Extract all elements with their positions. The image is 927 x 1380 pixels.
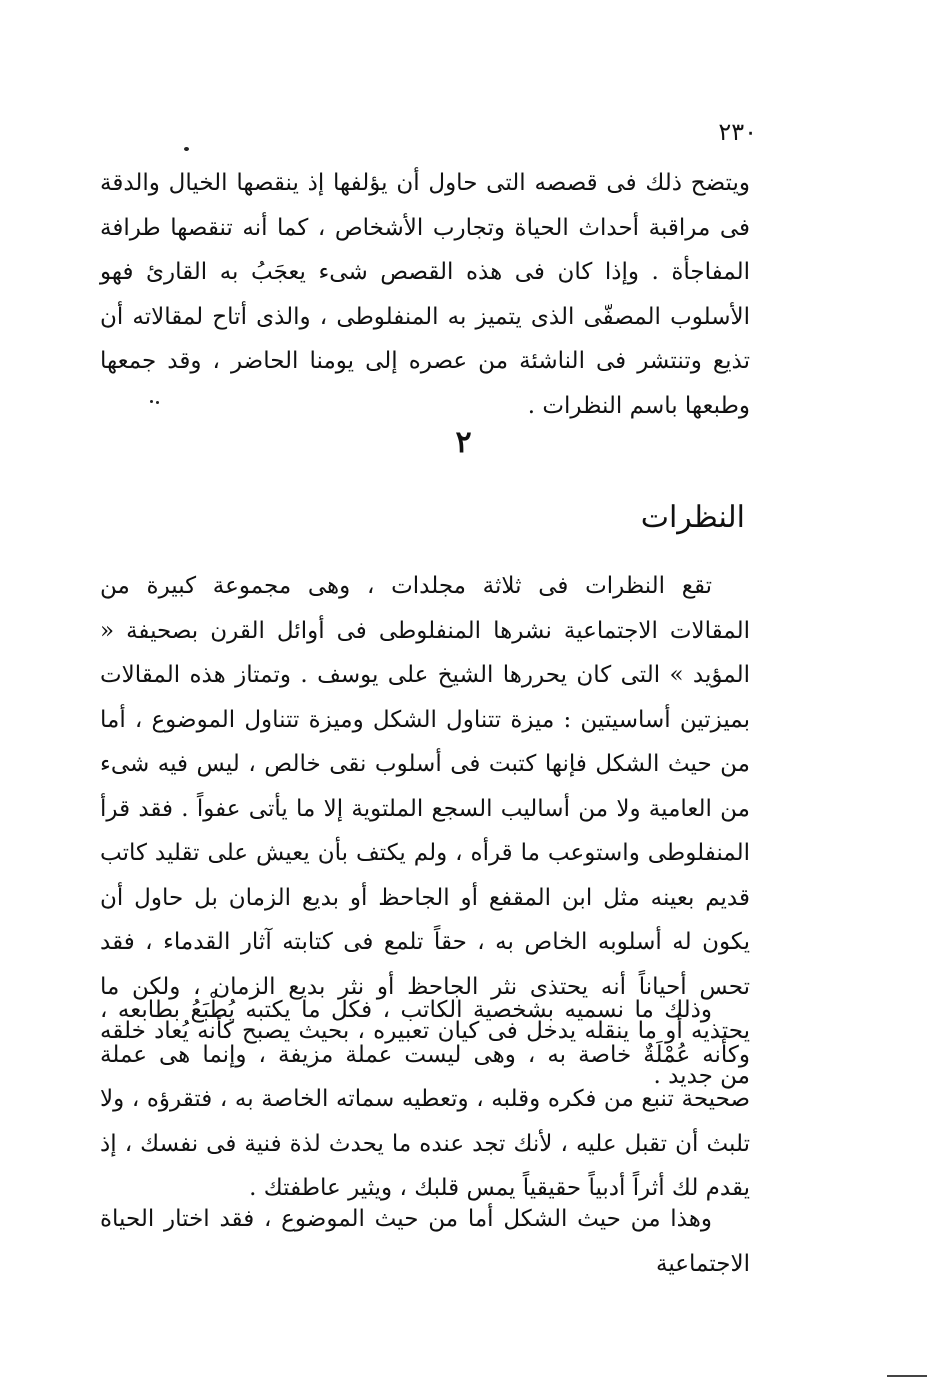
paragraph-3: وذلك ما نسميه بشخصية الكاتب ، فكل ما يكتبه يُطْبَعُ بطابعه ، وكأنه عُمْلَةٌ خاصة به ، وهى ليست عملة مزيفة ، وإنما هى عملة صحيحة تنبع من فكره وقلبه ، وتعطيه سماته الخاصة به ، فتقرؤه ، ولا تلبث أن تقبل عليه ، لأنك تجد عنده ما يحدث لذة فنية فى نفسك ، إذ يقدم لك أثراً أدبياً حقيقياً يمس قلبك ، ويثير عاطفتك . xyxy=(100,997,750,1201)
scan-edge-mark xyxy=(887,1375,927,1377)
page-number: ٢٣٠ xyxy=(718,118,757,146)
paragraph-4: وهذا من حيث الشكل أما من حيث الموضوع ، فقد اختار الحياة الاجتماعية xyxy=(100,1206,750,1277)
ink-speck xyxy=(156,401,159,404)
ink-speck xyxy=(150,400,153,403)
section-number: ٢ xyxy=(455,425,472,460)
paragraph-1: ويتضح ذلك فى قصصه التى حاول أن يؤلفها إذ ينقصها الخيال والدقة فى مراقبة أحداث الحياة وتجارب الأشخاص ، كما أنه تنقصها طرافة المفاجأة . وإذا كان فى هذه القصص شىء يعجَبُ به القارئ فهو الأسلوب المصفّى الذى يتميز به المنفلوطى ، والذى أتاح لمقالاته أن تذيع وتنتشر فى الناشئة من عصره إلى يومنا الحاضر ، وقد جمعها وطبعها باسم النظرات . xyxy=(100,170,750,419)
section-title: النظرات xyxy=(640,500,745,535)
paragraph-2: تقع النظرات فى ثلاثة مجلدات ، وهى مجموعة كبيرة من المقالات الاجتماعية نشرها المنفلوطى فى أوائل القرن بصحيفة « المؤيد » التى كان يحررها الشيخ على يوسف . وتمتاز هذه المقالات بميزتين أساسيتين : ميزة تتناول الشكل وميزة تتناول الموضوع ، أما من حيث الشكل فإنها كتبت فى أسلوب نقى خالص ، ليس فيه شىء من العامية ولا من أساليب السجع الملتوية إلا ما يأتى عفواً . فقد قرأ المنفلوطى واستوعب ما قرأه ، ولم يكتف بأن يعيش على تقليد كاتب قديم بعينه مثل ابن المقفع أو الجاحظ أو بديع الزمان بل حاول أن يكون له أسلوبه الخاص به ، حقاً تلمع فى كتابته آثار القدماء ، فقد تحس أحياناً أنه يحتذى نثر الجاحظ أو نثر بديع الزمان ، ولكن ما يحتذيه أو ما ينقله يدخل فى كيان تعبيره ، بحيث يصبح كأنه يُعاد خلقه من جديد . xyxy=(100,573,750,1089)
ink-speck xyxy=(184,147,189,151)
